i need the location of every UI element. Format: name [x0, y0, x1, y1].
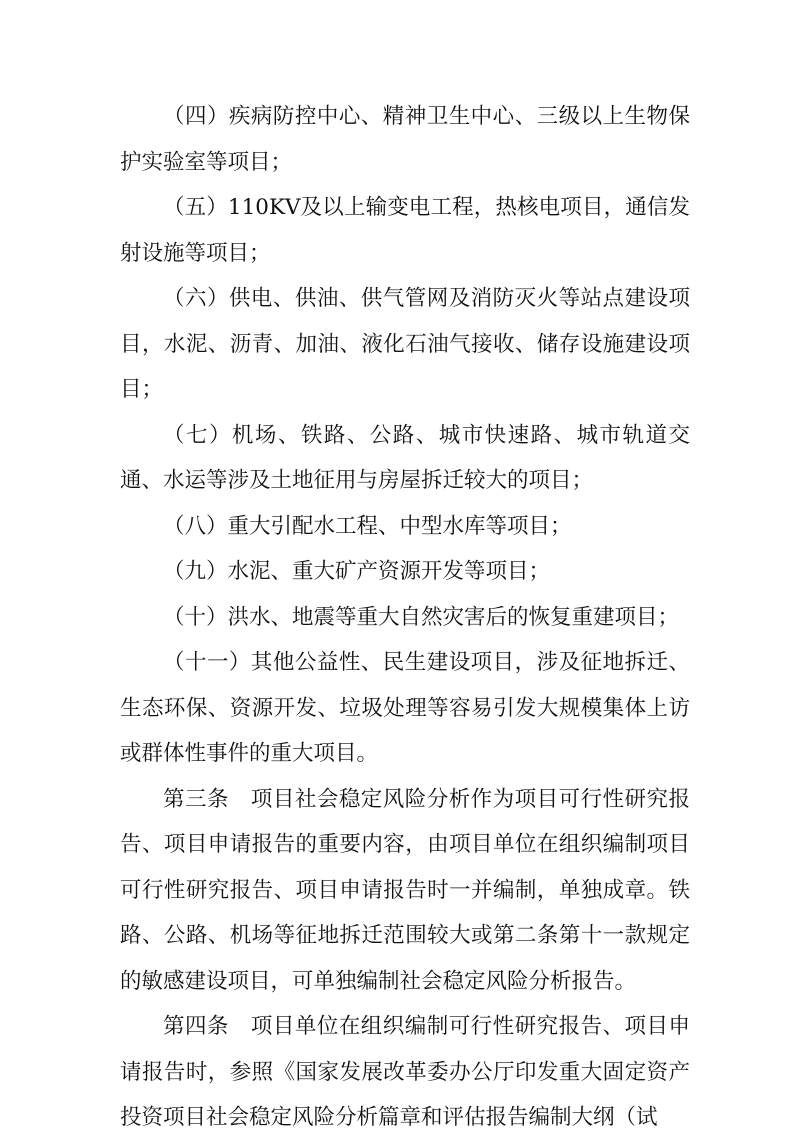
paragraph-item-4: （四）疾病防控中心、精神卫生中心、三级以上生物保护实验室等项目； [120, 104, 690, 175]
paragraph-item-9: （九）水泥、重大矿产资源开发等项目； [163, 559, 551, 584]
paragraph-item-7: （七）机场、铁路、公路、城市快速路、城市轨道交通、水运等涉及土地征用与房屋拆迁较大的项目； [120, 422, 690, 493]
paragraph-item-6: （六）供电、供油、供气管网及消防灭火等站点建设项目，水泥、沥青、加油、液化石油气接收、储存设施建设项目； [120, 286, 690, 402]
paragraph-item-10: （十）洪水、地震等重大自然灾害后的恢复重建项目； [163, 604, 680, 630]
paragraph-item-11: （十一）其他公益性、民生建设项目，涉及征地拆迁、生态环保、资源开发、垃圾处理等容易引发大规模集体上访或群体性事件的重大项目。 [120, 650, 690, 766]
paragraph-article-3: 第三条 项目社会稳定风险分析作为项目可行性研究报告、项目申请报告的重要内容，由项目单位在组织编制项目可行性研究报告、项目申请报告时一并编制，单独成章。铁路、公路、机场等征地拆迁范围较大或第二条第十一款规定的敏感建设项目，可单独编制社会稳定风险分析报告。 [120, 786, 690, 994]
paragraph-item-8: （八）重大引配水工程、中型水库等项目； [163, 513, 572, 539]
document-body [120, 94, 690, 1141]
paragraph-article-4: 第四条 项目单位在组织编制可行性研究报告、项目申请报告时，参照《国家发展改革委办公厅印发重大固定资产投资项目社会稳定风险分析篇章和评估报告编制大纲（试 [120, 1014, 690, 1130]
paragraph-item-5: （五）110KV及以上输变电工程，热核电项目，通信发射设施等项目； [120, 195, 690, 266]
